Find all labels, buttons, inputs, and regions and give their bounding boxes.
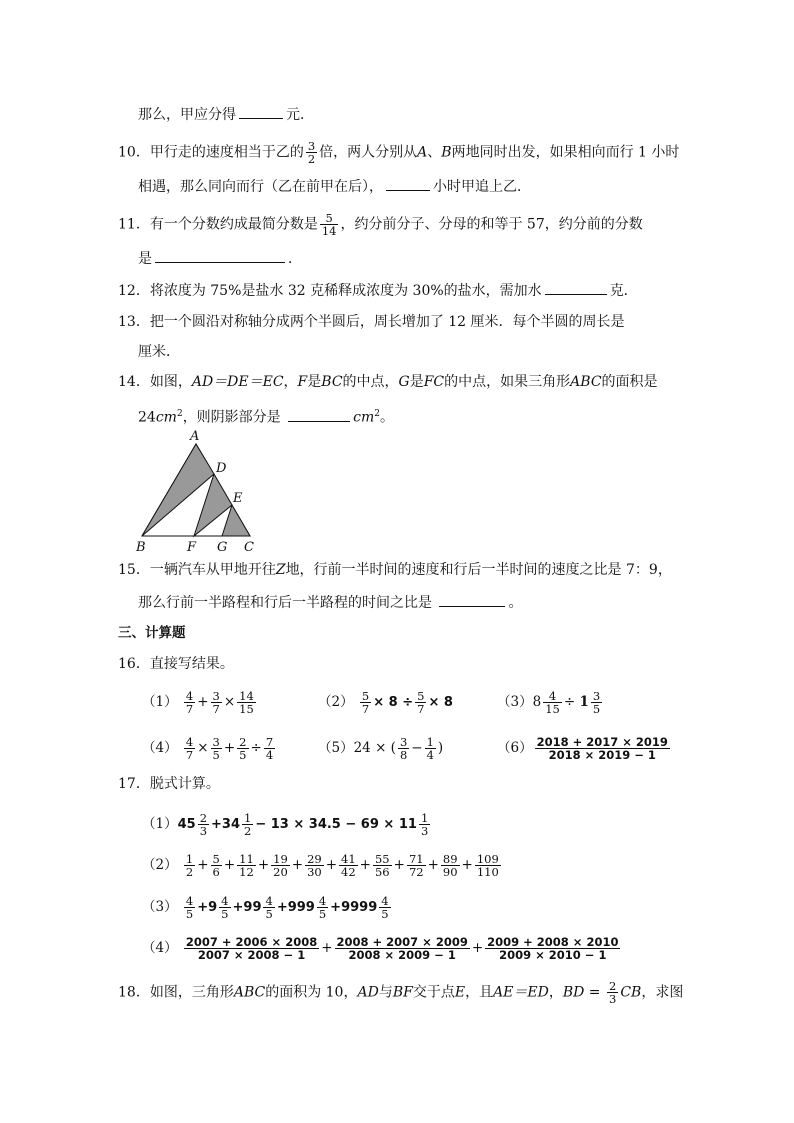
- question-12: 12．将浓度为 75%是盐水 32 克稀释成浓度为 30%的盐水，需加水 克．: [118, 280, 638, 301]
- answer-blank[interactable]: [288, 407, 350, 422]
- question-14-line1: 14．如图，AD＝DE＝EC，F是BC的中点，G是FC的中点，如果三角形ABC的面积是: [118, 374, 658, 390]
- q16-item-4: （4） $\frac{4}{7}$ × $\frac{3}{5}$ + $\frac{2}{5}$ ÷ $\frac{7}{4}$: [142, 735, 274, 762]
- question-11-line2: 是 ．: [138, 248, 302, 269]
- label-E: E: [233, 491, 243, 506]
- section-3-heading: 三、计算题: [118, 625, 186, 641]
- label-A: A: [190, 429, 200, 444]
- question-15-line2: 那么行前一半路程和行后一半路程的时间之比是 。: [138, 592, 522, 613]
- question-10-line2: 相遇，那么同向而行（乙在前甲在后）， 小时甲追上乙．: [138, 176, 531, 197]
- label-G: G: [217, 540, 228, 555]
- question-18: 18．如图，三角形ABC的面积为 10，AD与BF交于点E，且AE＝ED，BD = $\frac{2}{3}$ CB，求图: [118, 979, 684, 1006]
- fraction: $\frac{5}{14}$: [321, 211, 337, 238]
- q16-item-6: （6） $\frac{2018 + 2017 \times 2019}{2018 \times 2019 - 1}$: [497, 735, 668, 762]
- answer-blank[interactable]: [155, 248, 285, 263]
- q17-item-4: （4） $\frac{2007 + 2006 \times 2008}{2007 \times 2008 - 1}$ + $\frac{2008 + 2007 \times 2009}{2008 \times 2009 - 1}$ + $\frac{2009 + 2008 \times 2010}{2009 \times 2010 - 1}$: [142, 935, 619, 962]
- q16-item-1: （1） $\frac{4}{7}$ + $\frac{3}{7}$ × $\frac{14}{15}$: [142, 689, 254, 716]
- q16-item-2: （2） $\frac{5}{7}$ × 8 ÷ $\frac{5}{7}$ × 8: [318, 689, 453, 716]
- fraction: $\frac{3}{2}$: [307, 139, 316, 166]
- question-14-line2: $24cm^2$，则阴影部分是 $cm^2$。: [138, 404, 394, 428]
- answer-blank[interactable]: [239, 104, 283, 119]
- q17-item-2: （2） $\frac{1}{2}$ + $\frac{5}{6}$ + $\frac{11}{12}$ + $\frac{19}{20}$ + $\frac{29}{30}$ + $\frac{41}{42}$ + $\frac{55}{56}$ + $\frac{71}{72}$ + $\frac{89}{90}$ + $\frac{109}{110}$: [142, 852, 499, 879]
- answer-blank[interactable]: [545, 280, 607, 295]
- q16-item-3: （3）8 $\frac{4}{15}$ ÷ 1 $\frac{3}{5}$: [497, 689, 601, 716]
- label-F: F: [187, 540, 197, 555]
- triangle-figure: [130, 424, 270, 556]
- q16-item-5: （5）24 × ( $\frac{3}{8}$ − $\frac{1}{4}$ ): [318, 735, 444, 762]
- question-11-line1: 11．有一个分数约成最简分数是 $\frac{5}{14}$ ，约分前分子、分母的和等于 57，约分前的分数: [118, 211, 643, 238]
- label-C: C: [244, 540, 254, 555]
- q17-item-3: （3） $\frac{4}{5}$ +9 $\frac{4}{5}$ +99 $\frac{4}{5}$ +999 $\frac{4}{5}$ +9999 $\frac{4}{5}$: [142, 894, 389, 921]
- label-B: B: [136, 540, 146, 555]
- question-16-title: 16．直接写结果。: [118, 656, 234, 672]
- question-13-line1: 13．把一个圆沿对称轴分成两个半圆后，周长增加了 12 厘米．每个半圆的周长是: [118, 314, 625, 330]
- answer-blank[interactable]: [439, 592, 505, 607]
- q9-tail: 那么，甲应分得 元．: [138, 104, 314, 125]
- question-17-title: 17．脱式计算。: [118, 776, 220, 792]
- question-15-line1: 15．一辆汽车从甲地开往Z地，行前一半时间的速度和行后一半时间的速度之比是 7：9，: [118, 562, 672, 578]
- label-D: D: [216, 461, 227, 476]
- answer-blank[interactable]: [386, 176, 430, 191]
- q17-item-1: （1）45 $\frac{2}{3}$ +34 $\frac{1}{2}$ − 13 × 34.5 − 69 × 11 $\frac{1}{3}$: [142, 811, 429, 838]
- question-10-line1: 10．甲行走的速度相当于乙的 $\frac{3}{2}$ 倍，两人分别从A、B两地同时出发，如果相向而行 1 小时: [118, 139, 680, 166]
- question-13-line2: 厘米．: [138, 344, 180, 360]
